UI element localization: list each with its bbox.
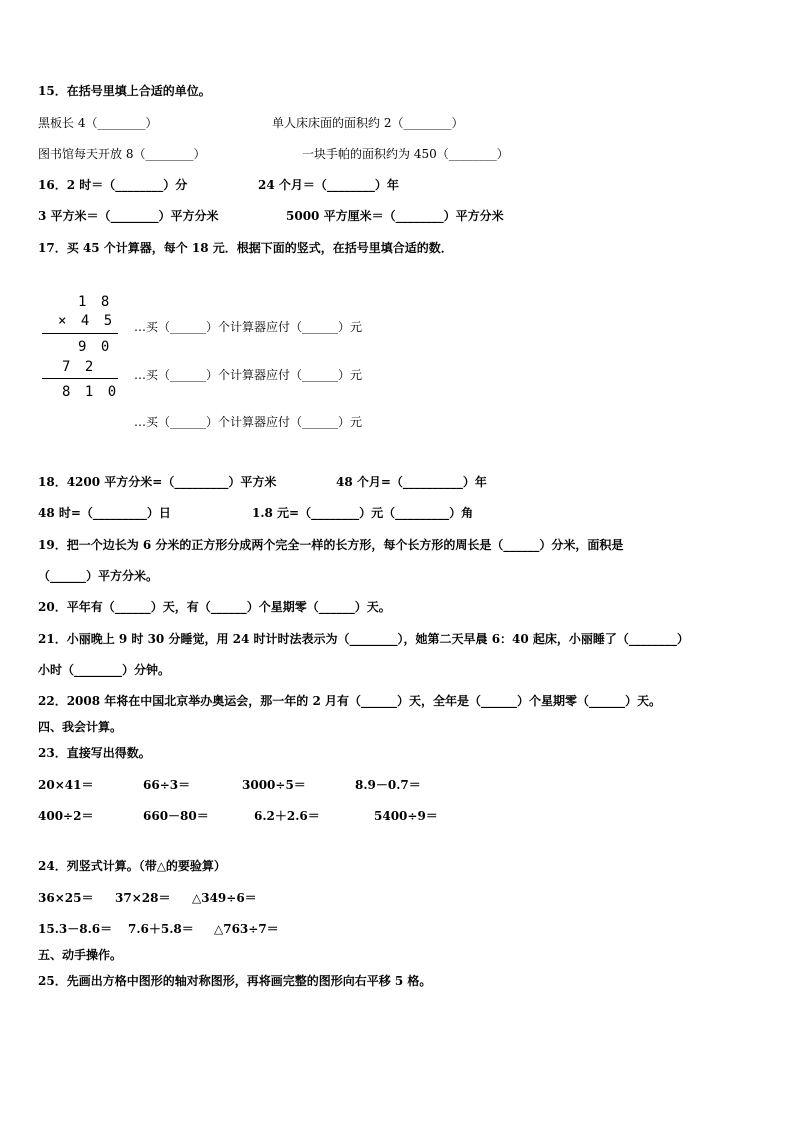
q15-bed-area: 单人床床面的面积约 2（________） — [272, 116, 464, 130]
q16-sqcm-to-sqdm: 5000 平方厘米＝（________）平方分米 — [286, 209, 504, 223]
q24-r2-c3: △763÷7＝ — [214, 922, 279, 936]
q16-months-to-years: 24 个月＝（________）年 — [258, 178, 399, 192]
q17-line-2: …买（______）个计算器应付（______）元 — [134, 368, 363, 382]
q24-r1-c1: 36×25＝ — [38, 891, 94, 905]
q17-title: 17．买 45 个计算器，每个 18 元．根据下面的竖式，在括号里填合适的数． — [38, 241, 453, 255]
q18-yuan-jiao: 1.8 元=（________）元（_________）角 — [252, 506, 474, 520]
q24-title: 24．列竖式计算。（带△的要验算） — [38, 859, 226, 873]
vertical-row-partial-2: 7 2 — [62, 359, 97, 375]
q15-blackboard-length: 黑板长 4（________） — [38, 116, 158, 130]
q21-line-1: 21．小丽晚上 9 时 30 分睡觉，用 24 时计时法表示为（________），她第二天早晨 6：40 起床，小丽睡了（________） — [38, 632, 689, 646]
q23-title: 23．直接写出得数。 — [38, 746, 151, 760]
vertical-row-multiplier: × 4 5 — [58, 313, 116, 329]
q23-r2-c2: 660－80＝ — [143, 809, 209, 823]
q19-line-1: 19．把一个边长为 6 分米的正方形分成两个完全一样的长方形，每个长方形的周长是（______）分米，面积是 — [38, 538, 624, 552]
q15-title: 15．在括号里填上合适的单位。 — [38, 84, 211, 98]
vertical-row-partial-1: 9 0 — [78, 339, 113, 355]
vertical-row-product: 8 1 0 — [62, 384, 120, 400]
vertical-rule-2 — [42, 378, 118, 379]
q23-r2-c1: 400÷2＝ — [38, 809, 94, 823]
q18-months-to-years: 48 个月=（__________）年 — [336, 475, 487, 489]
q15-library-hours: 图书馆每天开放 8（________） — [38, 147, 206, 161]
q15-handkerchief-area: 一块手帕的面积约为 450（________） — [302, 147, 509, 161]
section-5-heading: 五、动手操作。 — [38, 948, 123, 962]
q24-r2-c1: 15.3－8.6＝ — [38, 922, 113, 936]
q19-line-2: （______）平方分米。 — [38, 569, 159, 583]
q18-sqdm-to-sqm: 18．4200 平方分米=（_________）平方米 — [38, 475, 277, 489]
q16-sqm-to-sqdm: 3 平方米＝（________）平方分米 — [38, 209, 219, 223]
q24-r1-c2: 37×28＝ — [115, 891, 171, 905]
vertical-rule-1 — [42, 333, 118, 334]
section-4-heading: 四、我会计算。 — [38, 720, 123, 734]
q23-r1-c1: 20×41＝ — [38, 778, 94, 792]
q25-title: 25．先画出方格中图形的轴对称图形，再将画完整的图形向右平移 5 格。 — [38, 974, 432, 988]
q24-r1-c3: △349÷6＝ — [192, 891, 257, 905]
q21-line-2: 小时（________）分钟。 — [38, 663, 171, 677]
vertical-row-multiplicand: 1 8 — [78, 294, 113, 310]
q16-hours-to-minutes: 16．2 时＝（________）分 — [38, 178, 188, 192]
q17-line-3: …买（______）个计算器应付（______）元 — [134, 415, 363, 429]
q23-r1-c4: 8.9－0.7＝ — [355, 778, 421, 792]
q18-hours-to-days: 48 时=（_________）日 — [38, 506, 171, 520]
q23-r1-c2: 66÷3＝ — [143, 778, 191, 792]
q24-r2-c2: 7.6＋5.8＝ — [128, 922, 194, 936]
q22-text: 22．2008 年将在中国北京举办奥运会，那一年的 2 月有（______）天，全年是（______）个星期零（______）天。 — [38, 694, 661, 708]
q23-r2-c4: 5400÷9＝ — [374, 809, 438, 823]
q23-r2-c3: 6.2＋2.6＝ — [254, 809, 320, 823]
q17-line-1: …买（______）个计算器应付（______）元 — [134, 320, 363, 334]
q20-text: 20．平年有（______）天，有（______）个星期零（______）天。 — [38, 600, 391, 614]
q23-r1-c3: 3000÷5＝ — [242, 778, 306, 792]
